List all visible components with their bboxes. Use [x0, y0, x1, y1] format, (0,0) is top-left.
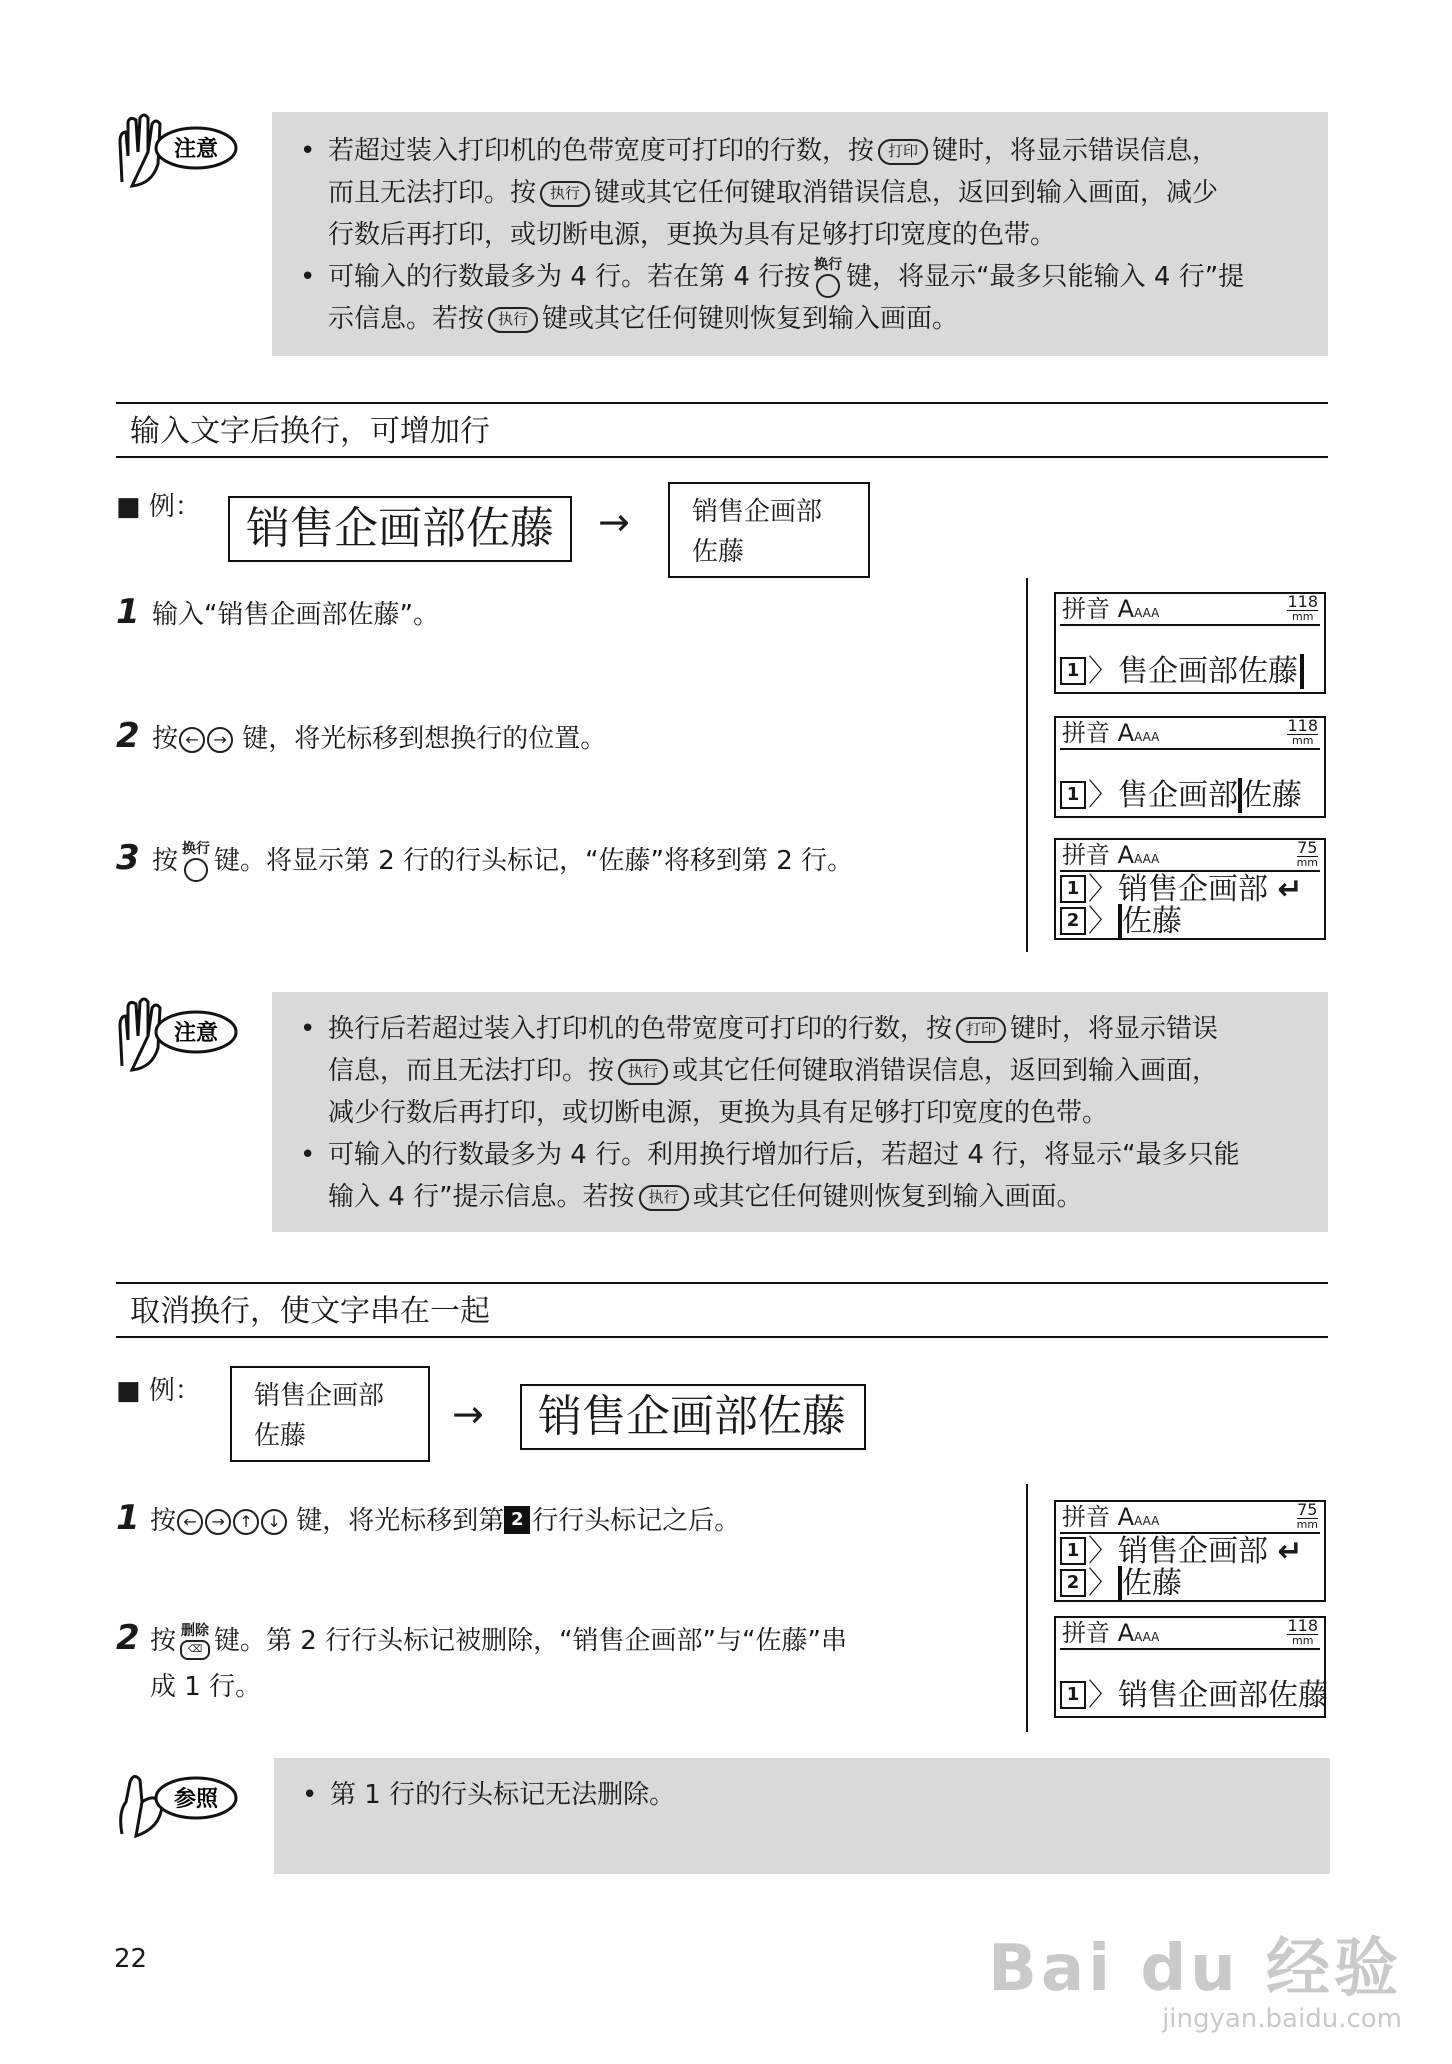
step-number: 1 — [116, 592, 140, 632]
return-icon: ↵ — [1277, 872, 1303, 907]
step-2-text: 按 删除 ⌫ 键。第 2 行行头标记被删除，“销售企画部”与“佐藤”串 — [150, 1618, 847, 1664]
left-arrow-key: ← — [177, 1509, 203, 1535]
line-marker: 1 — [1060, 875, 1086, 903]
lcd-screen: 拼音 AAAA 75 mm 1 〉销售企画部 ↵ 2 〉 佐藤 — [1054, 1500, 1326, 1602]
left-arrow-key: ← — [179, 727, 205, 753]
print-key: 打印 — [956, 1017, 1006, 1043]
line-marker: 2 — [1060, 1569, 1086, 1597]
example-after-box: 销售企画部佐藤 — [520, 1384, 866, 1450]
divider-line — [1026, 578, 1028, 952]
caution-label: 注意 — [173, 137, 219, 162]
reference-label: 参照 — [173, 1787, 219, 1812]
line-marker: 1 — [1060, 1537, 1086, 1565]
step-1-text: 输入“销售企画部佐藤”。 — [152, 600, 439, 630]
caution-hand-icon — [112, 996, 242, 1076]
watermark: Bai du 经验 jingyan.baidu.com — [988, 1932, 1402, 2034]
reference-hand-icon — [112, 1762, 242, 1842]
return-icon: ↵ — [1277, 1534, 1303, 1569]
example-before-box: 销售企画部 佐藤 — [230, 1366, 430, 1462]
caution-hand-icon — [112, 112, 242, 192]
step-1-text: 按 ← → ↑ ↓ 键，将光标移到第 2 行行头标记之后。 — [150, 1506, 741, 1536]
newline-key: 换行 — [814, 258, 842, 298]
lcd-screen: 拼音 AAAA 118 mm 1 〉售企画部佐藤 — [1054, 592, 1326, 694]
step-number: 2 — [116, 716, 140, 756]
down-arrow-key: ↓ — [261, 1509, 287, 1535]
line-marker: 1 — [1060, 1681, 1086, 1709]
step-number: 2 — [116, 1618, 140, 1658]
page-number: 22 — [114, 1944, 148, 1974]
divider-line — [1026, 1484, 1028, 1732]
caution-label: 注意 — [173, 1021, 219, 1046]
example-label: ■ 例： — [116, 492, 201, 522]
section-title-add-line: 输入文字后换行，可增加行 — [116, 402, 1328, 458]
lcd-screen: 拼音 AAAA 118 mm 1 〉售企画部 佐藤 — [1054, 716, 1326, 818]
reference-note: • 第 1 行的行头标记无法删除。 — [274, 1758, 1330, 1874]
line-marker: 1 — [1060, 781, 1086, 809]
print-key: 打印 — [878, 139, 928, 165]
example-label: ■ 例： — [116, 1376, 201, 1406]
lcd-screen: 拼音 AAAA 118 mm 1 〉销售企画部佐藤 — [1054, 1616, 1326, 1718]
up-arrow-key: ↑ — [233, 1509, 259, 1535]
execute-key: 执行 — [488, 307, 538, 333]
right-arrow-key: → — [207, 727, 233, 753]
step-3-text: 按 换行 键。将显示第 2 行的行头标记，“佐藤”将移到第 2 行。 — [152, 838, 853, 884]
example-after-box: 销售企画部 佐藤 — [668, 482, 870, 578]
caution-note-2: • 换行后若超过装入打印机的色带宽度可打印的行数，按 打印 键时，将显示错误 信息，而且无法打印。按 执行 或其它任何键取消错误信息，返回到输入画面， 减少行数后再打印，或切断电源，更换为具有足够打印宽度的色带。 • 可输入的行数最多为 4 行。利用换行增加行后，若超过 4 行，将显示“最多只能 输入 4 行”提示信息。若按 执行 或其它任何键则恢复到输入画面。 — [272, 992, 1328, 1232]
step-number: 3 — [116, 838, 140, 878]
delete-key: 删除 ⌫ — [180, 1624, 210, 1660]
example-before-box: 销售企画部佐藤 — [228, 496, 572, 562]
arrow-right: → — [598, 500, 630, 544]
step-2-text-cont: 成 1 行。 — [150, 1672, 262, 1702]
newline-key: 换行 — [182, 842, 210, 882]
execute-key: 执行 — [618, 1059, 668, 1085]
caution-note-1: • 若超过装入打印机的色带宽度可打印的行数，按 打印 键时，将显示错误信息， 而且无法打印。按 执行 键或其它任何键取消错误信息，返回到输入画面，减少 行数后再打印，或切断电源，更换为具有足够打印宽度的色带。 • 可输入的行数最多为 4 行。若在第 4 行按 换行 键，将显示“最多只能输入 4 行”提 示信息。若按 执行 键或其它任何键则恢复到输入画面。 — [272, 112, 1328, 356]
execute-key: 执行 — [639, 1185, 689, 1211]
arrow-right: → — [452, 1392, 484, 1436]
right-arrow-key: → — [205, 1509, 231, 1535]
lcd-screen: 拼音 AAAA 75 mm 1 〉销售企画部 ↵ 2 〉 佐藤 — [1054, 838, 1326, 940]
execute-key: 执行 — [540, 181, 590, 207]
line-marker: 2 — [504, 1506, 530, 1534]
step-number: 1 — [116, 1498, 140, 1538]
line-marker: 2 — [1060, 907, 1086, 935]
line-marker: 1 — [1060, 657, 1086, 685]
section-title-cancel-line: 取消换行，使文字串在一起 — [116, 1282, 1328, 1338]
step-2-text: 按 ← → 键，将光标移到想换行的位置。 — [152, 724, 607, 754]
